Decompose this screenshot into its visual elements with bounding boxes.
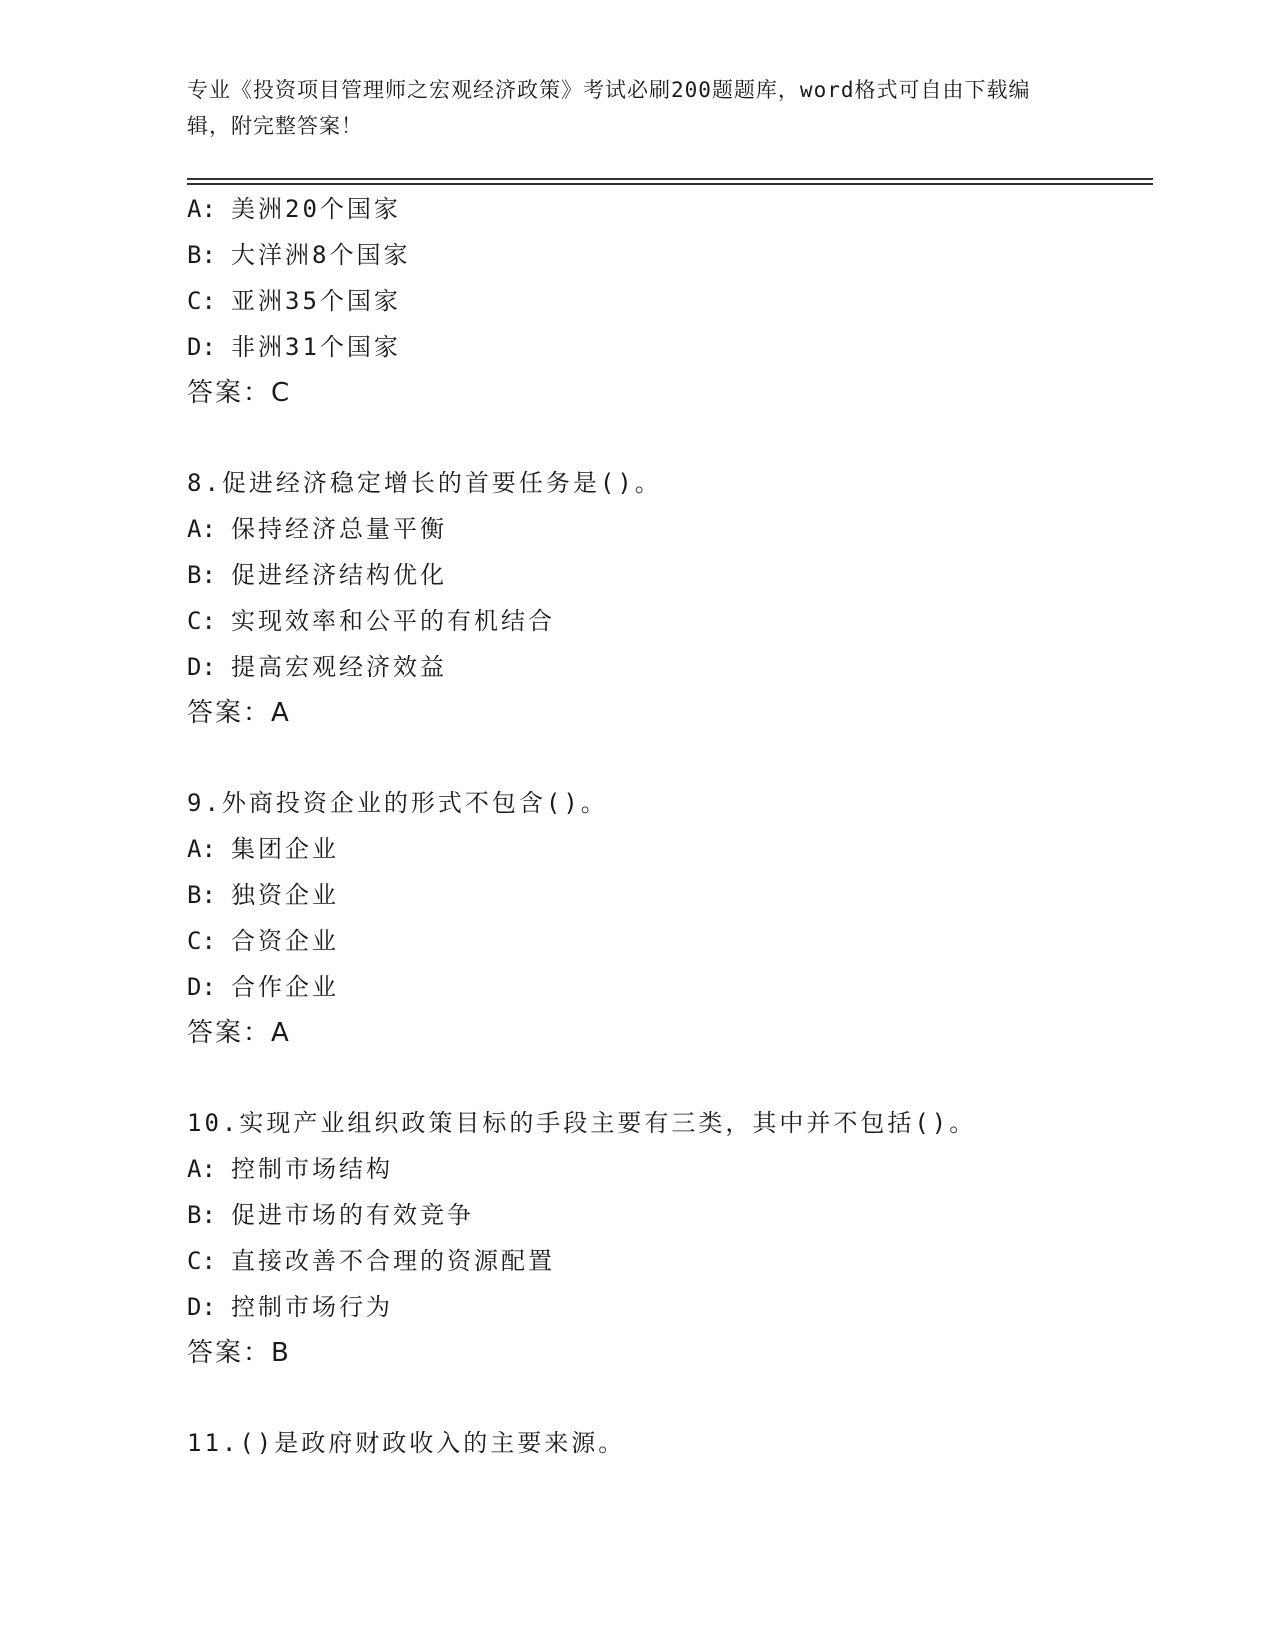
header-divider-top xyxy=(187,178,1153,180)
option-letter: C: xyxy=(187,1247,216,1275)
spacer xyxy=(187,1376,1153,1420)
option-d xyxy=(187,964,1153,1010)
option-c xyxy=(187,1238,1153,1284)
option-letter: A: xyxy=(187,1155,216,1183)
option-letter: A: xyxy=(187,515,216,543)
option-letter: C: xyxy=(187,287,216,315)
option-text: 提高宏观经济效益 xyxy=(231,653,447,681)
option-text: 促进经济结构优化 xyxy=(231,561,447,589)
option-b xyxy=(187,552,1153,598)
option-text: 大洋洲8个国家 xyxy=(231,241,411,269)
option-c xyxy=(187,918,1153,964)
option-letter: D: xyxy=(187,653,216,681)
option-letter: B: xyxy=(187,881,216,909)
option-d xyxy=(187,1284,1153,1330)
option-b xyxy=(187,872,1153,918)
option-a xyxy=(187,506,1153,552)
question-list xyxy=(187,186,1153,1466)
option-b xyxy=(187,232,1153,278)
answer-line: 答案：A xyxy=(187,698,291,728)
option-text: 独资企业 xyxy=(231,881,339,909)
option-d xyxy=(187,324,1153,370)
option-a xyxy=(187,1146,1153,1192)
question-fragment xyxy=(187,186,1153,416)
question-title: 11.()是政府财政收入的主要来源。 xyxy=(187,1429,626,1457)
option-a xyxy=(187,826,1153,872)
spacer xyxy=(187,416,1153,460)
option-letter: A: xyxy=(187,835,216,863)
option-text: 控制市场结构 xyxy=(231,1155,393,1183)
question-title: 9.外商投资企业的形式不包含()。 xyxy=(187,789,608,817)
spacer xyxy=(187,736,1153,780)
option-letter: B: xyxy=(187,561,216,589)
option-text: 美洲20个国家 xyxy=(231,195,401,223)
option-d xyxy=(187,644,1153,690)
option-letter: B: xyxy=(187,241,216,269)
header-divider-bottom xyxy=(187,183,1153,185)
option-text: 亚洲35个国家 xyxy=(231,287,401,315)
answer-line: 答案：B xyxy=(187,1338,291,1368)
option-b xyxy=(187,1192,1153,1238)
option-c xyxy=(187,278,1153,324)
question-8 xyxy=(187,460,1153,736)
option-letter: C: xyxy=(187,927,216,955)
answer-line: 答案：C xyxy=(187,378,292,408)
question-title: 10.实现产业组织政策目标的手段主要有三类，其中并不包括()。 xyxy=(187,1109,977,1137)
option-c xyxy=(187,598,1153,644)
option-text: 合作企业 xyxy=(231,973,339,1001)
option-text: 直接改善不合理的资源配置 xyxy=(231,1247,555,1275)
option-text: 非洲31个国家 xyxy=(231,333,401,361)
option-text: 集团企业 xyxy=(231,835,339,863)
option-letter: D: xyxy=(187,1293,216,1321)
option-letter: D: xyxy=(187,973,216,1001)
option-text: 控制市场行为 xyxy=(231,1293,393,1321)
option-text: 实现效率和公平的有机结合 xyxy=(231,607,555,635)
question-9 xyxy=(187,780,1153,1056)
option-text: 促进市场的有效竞争 xyxy=(231,1201,474,1229)
option-letter: C: xyxy=(187,607,216,635)
option-a xyxy=(187,186,1153,232)
document-intro: 专业《投资项目管理师之宏观经济政策》考试必刷200题题库，word格式可自由下载编辑，附完整答案！ xyxy=(187,78,1031,138)
option-letter: A: xyxy=(187,195,216,223)
answer-line: 答案：A xyxy=(187,1018,291,1048)
spacer xyxy=(187,1056,1153,1100)
option-text: 合资企业 xyxy=(231,927,339,955)
question-11 xyxy=(187,1420,1153,1466)
option-letter: D: xyxy=(187,333,216,361)
option-letter: B: xyxy=(187,1201,216,1229)
question-10 xyxy=(187,1100,1153,1376)
question-title: 8.促进经济稳定增长的首要任务是()。 xyxy=(187,469,662,497)
option-text: 保持经济总量平衡 xyxy=(231,515,447,543)
